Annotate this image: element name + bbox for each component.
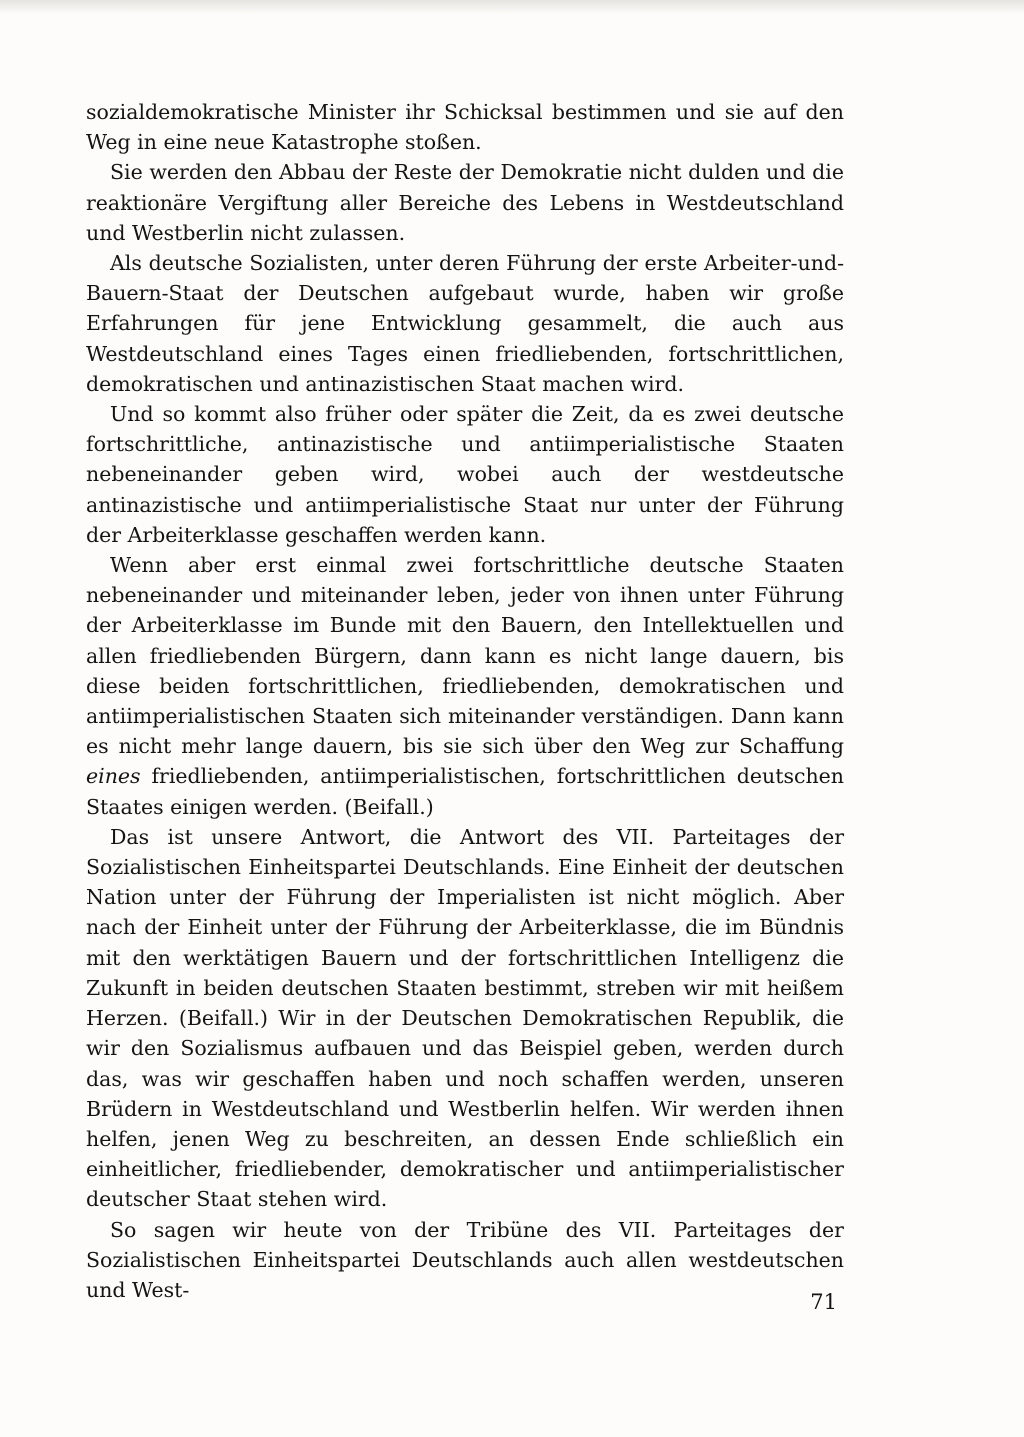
paragraph-2: Sie werden den Abbau der Reste der Demokratie nicht dulden und die reaktionäre Vergiftung aller Bereiche des Lebens in Westdeutschland und Westberlin nicht zulassen. bbox=[86, 160, 844, 245]
paragraph-4: Und so kommt also früher oder später die Zeit, da es zwei deutsche fortschrittliche, antinazistische und antiimperialistische Staaten nebeneinander geben wird, wobei auch der westdeutsche antinazistische und antiimperialistische Staat nur unter der Führung der Arbeiterklasse geschaffen werden kann. bbox=[86, 402, 844, 547]
page-number: 71 bbox=[810, 1290, 837, 1314]
body-text bbox=[86, 97, 844, 1305]
paragraph-6: Das ist unsere Antwort, die Antwort des VII. Parteitages der Sozialistischen Einheitspartei Deutschlands. Eine Einheit der deutschen Nation unter der Führung der Imperialisten ist nicht möglich. Aber nach der Einheit unter der Führung der Arbeiterklasse, die im Bündnis mit den werktätigen Bauern und der fortschrittlichen Intelligenz die Zukunft in beiden deutschen Staaten bestimmt, streben wir mit heißem Herzen. (Beifall.) Wir in der Deutschen Demokratischen Republik, die wir den Sozialismus aufbauen und das Beispiel geben, werden durch das, was wir geschaffen haben und noch schaffen werden, unseren Brüdern in Westdeutschland und Westberlin helfen. Wir werden ihnen helfen, jenen Weg zu beschreiten, an dessen Ende schließlich ein einheitlicher, friedliebender, demokratischer und antiimperialistischer deutscher Staat stehen wird. bbox=[86, 824, 844, 1212]
paragraph-5-emphasis: eines bbox=[86, 764, 141, 789]
paragraph-1: sozialdemokratische Minister ihr Schicksal bestimmen und sie auf den Weg in eine neue Katastrophe stoßen. bbox=[86, 100, 844, 155]
scan-edge bbox=[0, 0, 1024, 14]
paragraph-3: Als deutsche Sozialisten, unter deren Führung der erste Arbeiter-und-Bauern-Staat der Deutschen aufgebaut wurde, haben wir große Erfahrungen für jene Entwicklung gesammelt, die auch aus Westdeutschland eines Tages einen friedliebenden, fortschrittlichen, demokratischen und antinazistischen Staat machen wird. bbox=[86, 251, 844, 396]
paragraph-5-before: Wenn aber erst einmal zwei fortschrittliche deutsche Staaten nebeneinander und miteinander leben, jeder von ihnen unter Führung der Arbeiterklasse im Bunde mit den Bauern, den Intellektuellen und allen friedliebenden Bürgern, dann kann es nicht lange dauern, bis diese beiden fortschrittlichen, friedliebenden, demokratischen und antiimperialistischen Staaten sich miteinander verständigen. Dann kann es nicht mehr lange dauern, bis sie sich über den Weg zur Schaffung bbox=[86, 553, 844, 759]
paragraph-5 bbox=[86, 550, 844, 822]
paragraph-7: So sagen wir heute von der Tribüne des VII. Parteitages der Sozialistischen Einheitspartei Deutschlands auch allen westdeutschen und West- bbox=[86, 1217, 844, 1302]
paragraph-5-after: friedliebenden, antiimperialistischen, fortschrittlichen deutschen Staates einigen werden. (Beifall.) bbox=[86, 764, 844, 819]
